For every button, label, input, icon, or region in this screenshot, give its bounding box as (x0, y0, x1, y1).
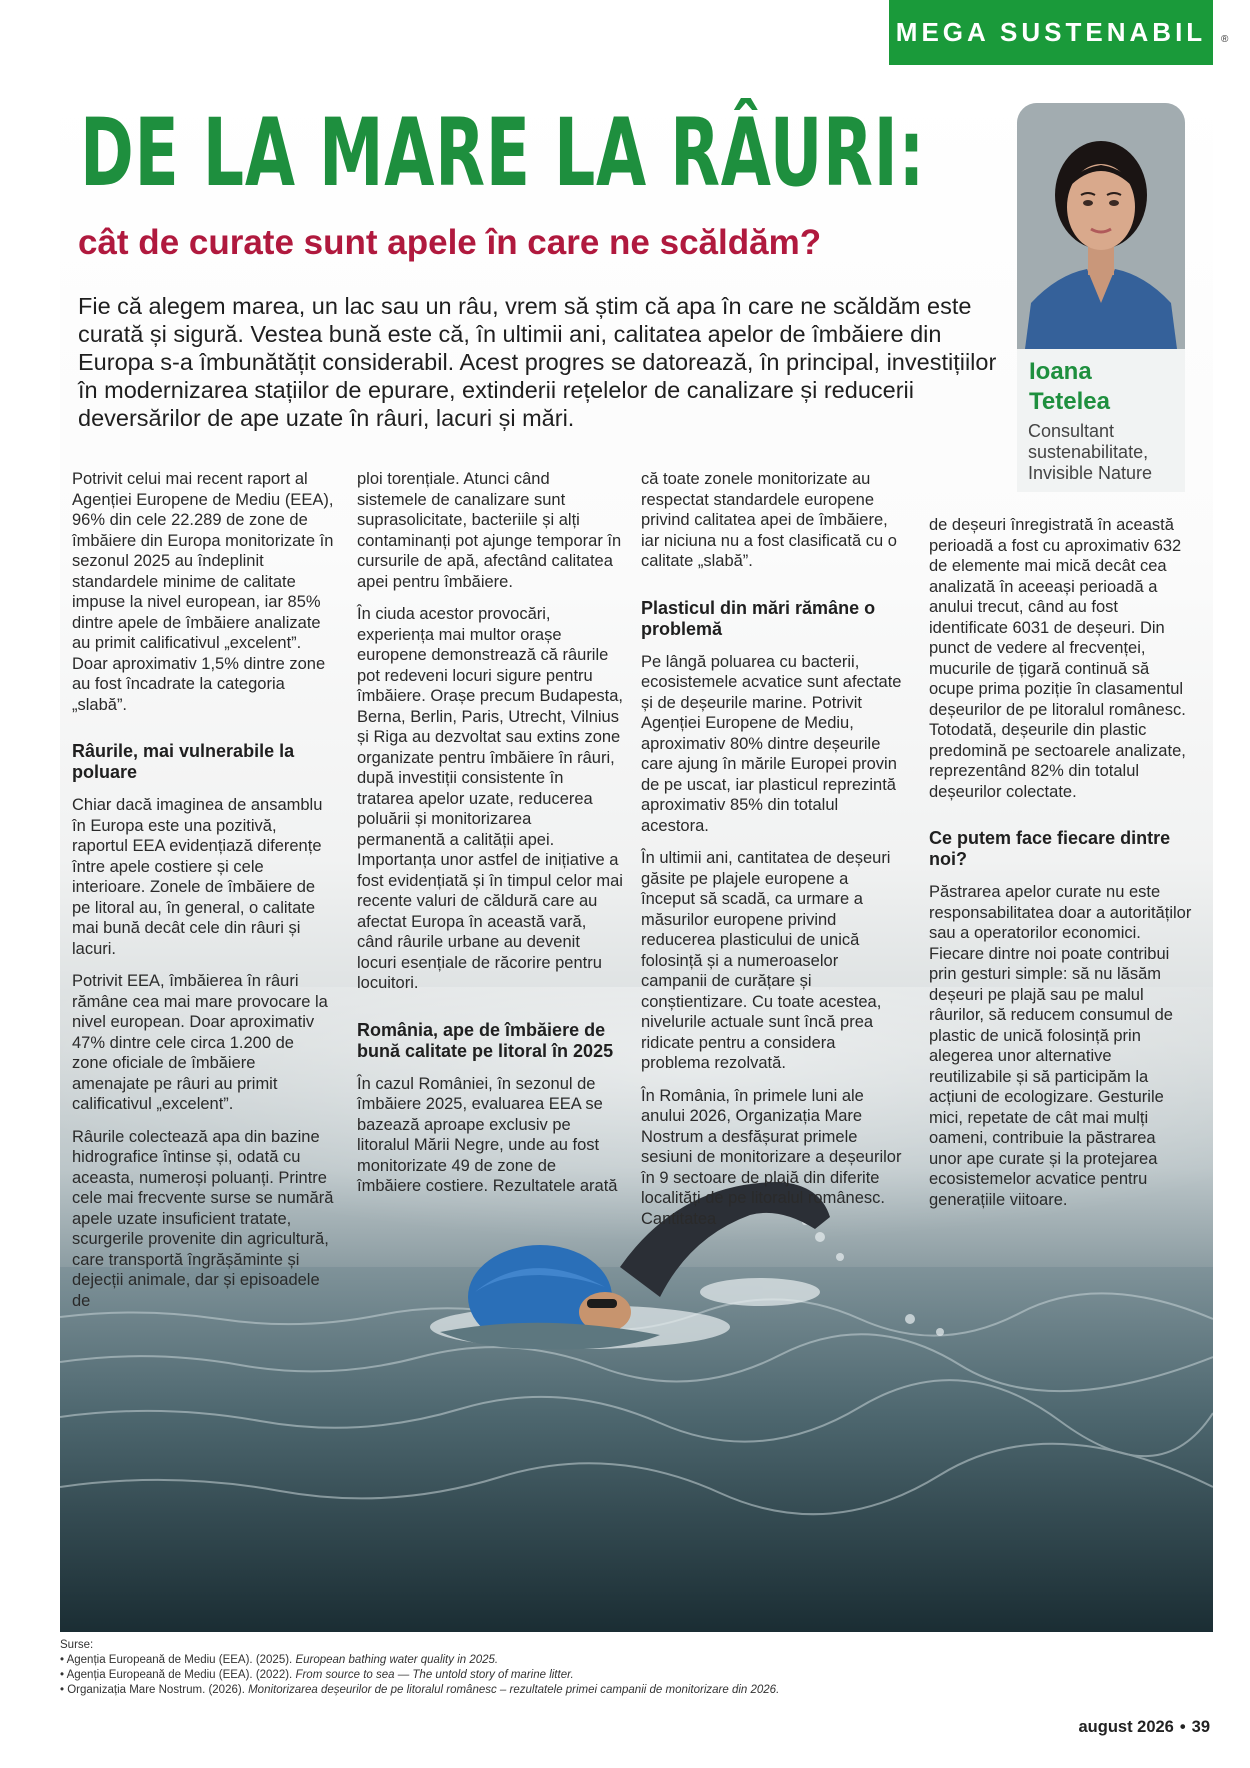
author-photo (1017, 103, 1185, 349)
body-paragraph: că toate zonele monitorizate au respectat standardele europene privind calitatea apei de îmbăiere, iar niciuna nu a fost clasificată cu o calitate „slabă”. (641, 470, 897, 570)
article-column-1 (72, 469, 334, 1323)
page-number: 39 (1191, 1718, 1210, 1736)
headline: DE LA MARE LA RÂURI: (80, 99, 926, 208)
body-paragraph: de deșeuri înregistrată în această perioadă a fost cu aproximativ 632 de elemente mai mică decât cea analizată în aceeași perioadă a anului trecut, când au fost identificate 6031 de deșeuri. Din punct de vedere al frecvenței, mucurile de țigară continuă să ocupe prima poziție în clasamentul deșeurilor de pe litoralul românesc. Totodată, deșeurile din plastic predomină pe sectoarele analizate, reprezentând 82% din totalul deșeurilor colectate. (929, 516, 1186, 801)
section-heading: România, ape de îmbăiere de bună calitate pe litoral în 2025 (357, 1019, 614, 1061)
body-paragraph: Potrivit EEA, îmbăierea în râuri rămâne cea mai mare provocare la nivel european. Doar aproximativ 47% dintre cele circa 1.200 de zone oficiale de îmbăiere amenajate pe râuri au primit calificativul „excelent”. (72, 972, 328, 1113)
author-name: Ioana Tetelea (1029, 358, 1110, 415)
source-org: • Agenția Europeană de Mediu (EEA). (2022). (60, 1669, 296, 1681)
body-paragraph: Potrivit celui mai recent raport al Agenției Europene de Mediu (EEA), 96% din cele 22.289 de zone de îmbăiere din Europa monitorizate în sezonul 2025 au îndeplinit standardele minime de calitate impuse la nivel european, iar 85% dintre apele de îmbăiere analizate au primit calificativul „excelent”. Doar aproximativ 1,5% dintre zone au fost încadrate la categoria „slabă”. (72, 470, 334, 714)
source-item (60, 1653, 1060, 1668)
author-role: Consultant sustenabilitate, Invisible Nature (1028, 421, 1153, 483)
author-portrait (1017, 103, 1185, 349)
article-column-2 (357, 469, 623, 1209)
article-column-3 (641, 469, 903, 1241)
subtitle: cât de curate sunt apele în care ne scăldăm? (78, 223, 822, 262)
source-title: From source to sea — The untold story of marine litter. (295, 1669, 574, 1681)
registered-mark: ® (1221, 34, 1229, 45)
author-info (1017, 349, 1185, 492)
section-heading: Ce putem face fiecare dintre noi? (929, 828, 1171, 869)
source-title: Monitorizarea deșeurilor de pe litoralul românesc – rezultatele primei campanii de monitorizare din 2026. (248, 1684, 780, 1696)
section-heading: Plasticul din mări rămâne o problemă (641, 597, 876, 639)
body-paragraph: Pe lângă poluarea cu bacterii, ecosistemele acvatice sunt afectate și de deșeurile marine. Potrivit Agenției Europene de Mediu, aproximativ 80% dintre deșeurile care ajung în mările Europei provin de pe uscat, iar plasticul reprezintă aproximativ 85% din totalul acestora. (641, 652, 902, 835)
lead-paragraph: Fie că alegem marea, un lac sau un râu, vrem să știm că apa în care ne scăldăm este curată și sigură. Vestea bună este că, în ultimii ani, calitatea apelor de îmbăiere din Europa s-a îmbunătățit considerabil. Acest progres se datorează, în principal, investițiilor în modernizarea stațiilor de epurare, extinderii rețelelor de canalizare și reducerii deversărilor de ape uzate în râuri, lacuri și mări. (78, 293, 997, 431)
sources (60, 1638, 1060, 1698)
body-paragraph: Păstrarea apelor curate nu este responsabilitatea doar a autorităților sau a operatorilor economici. Fiecare dintre noi poate contribui prin gesturi simple: să nu lăsăm deșeuri pe plajă sau pe malul râurilor, să reducem consumul de plastic de unică folosință prin alegerea unor alternative reutilizabile și să participăm la acțiuni de ecologizare. Gesturile mici, repetate de cât mai mulți oameni, contribuie la păstrarea unor ape curate și la protejarea ecosistemelor acvatice pentru generațiile viitoare. (929, 883, 1192, 1209)
issue-date: august 2026 (1078, 1718, 1174, 1736)
body-paragraph: În ciuda acestor provocări, experiența mai multor orașe europene demonstrează că râurile pot redeveni locuri sigure pentru îmbăiere. Orașe precum Budapesta, Berna, Berlin, Paris, Utrecht, Vilnius și Riga au dezvoltat sau extins zone organizate pentru îmbăiere în râuri, după investiții consistente în tratarea apelor uzate, reducerea poluării și monitorizarea permanentă a calității apei. Importanța unor astfel de inițiative a fost evidențiată și în timpul celor mai recente valuri de căldură care au afectat Europa în această vară, când râurile urbane au devenit locuri esențiale de răcorire pentru locuitori. (357, 605, 623, 992)
sources-label: Surse: (60, 1639, 94, 1651)
section-tag: MEGA SUSTENABIL (889, 0, 1213, 65)
article-column-4 (929, 515, 1192, 1222)
body-paragraph: ploi torențiale. Atunci când sistemele de canalizare sunt suprasolicitate, bacteriile și alți contaminanți pot ajunge temporar în cursurile de apă, afectând calitatea apei pentru îmbăiere. (357, 470, 622, 591)
section-heading: Râurile, mai vulnerabile la poluare (72, 741, 295, 782)
body-paragraph: În ultimii ani, cantitatea de deșeuri găsite pe plajele europene a început să scadă, ca urmare a măsurilor europene privind reducerea plasticului de unică folosință și a numeroaselor campanii de curățare și conștientizare. Cu toate acestea, nivelurile actuale sunt încă prea ridicate pentru a considera problema rezolvată. (641, 849, 891, 1072)
source-org: • Agenția Europeană de Mediu (EEA). (2025). (60, 1654, 296, 1666)
page-footer (1078, 1718, 1210, 1737)
source-item (60, 1668, 1060, 1683)
footer-separator: • (1179, 1718, 1186, 1736)
source-item (60, 1683, 1060, 1698)
body-paragraph: Râurile colectează apa din bazine hidrografice întinse și, odată cu aceasta, numeroși poluanți. Printre cele mai frecvente surse se numără apele uzate insuficient tratate, scurgerile provenite din agricultură, care transportă îngrășăminte și dejecții animale, dar și episoadele de (72, 1127, 334, 1310)
body-paragraph: Chiar dacă imaginea de ansamblu în Europa este una pozitivă, raportul EEA evidențiază diferențe între apele costiere și cele interioare. Zonele de îmbăiere de pe litoral au, în general, o calitate mai bună decât cele din râuri și lacuri. (72, 796, 323, 958)
body-paragraph: În cazul României, în sezonul de îmbăiere 2025, evaluarea EEA se bazează aproape exclusiv pe litoralul Mării Negre, unde au fost monitorizate 49 de zone de îmbăiere costiere. Rezultatele arată (357, 1074, 618, 1195)
author-card (1017, 103, 1185, 492)
source-title: European bathing water quality in 2025. (295, 1654, 499, 1666)
body-paragraph: În România, în primele luni ale anului 2026, Organizația Mare Nostrum a desfășurat primele sesiuni de monitorizare a deșeurilor în 9 sectoare de plajă din diferite localități de pe litoralul românesc. Cantitatea (641, 1086, 902, 1228)
source-org: • Organizația Mare Nostrum. (2026). (60, 1684, 249, 1696)
